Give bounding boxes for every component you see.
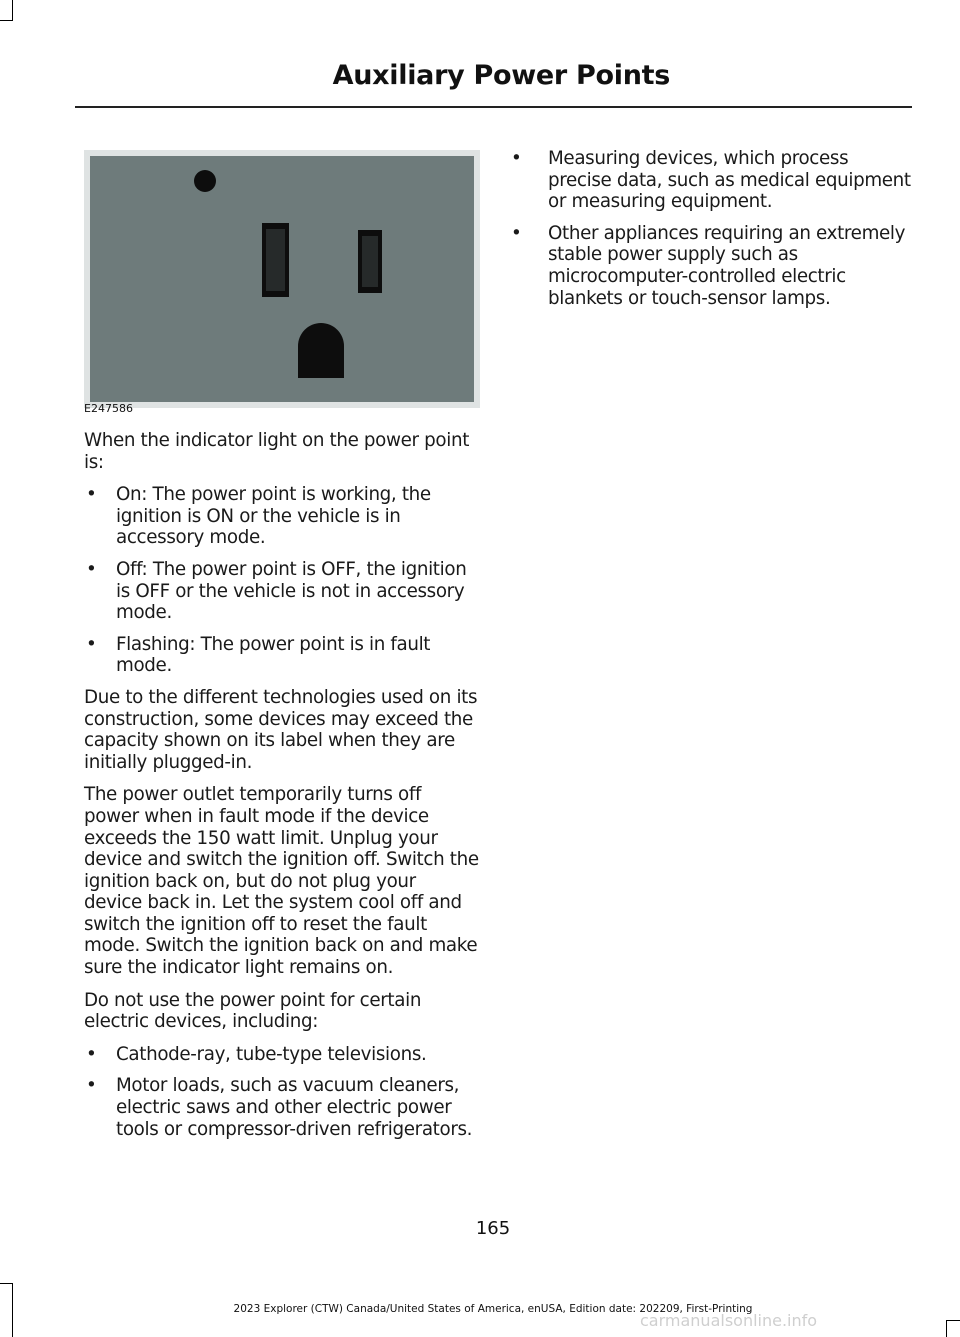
capacity-paragraph: Due to the different technologies used on its construction, some devices may exceed the capacity shown on its label when they are initially plugged-in. [84,686,478,773]
power-outlet-illustration [84,150,480,408]
bullet: • [511,148,522,169]
bullet: • [511,222,522,244]
crop-mark [0,1283,13,1284]
page-title: Auxiliary Power Points [332,60,670,91]
bullet: • [86,633,97,655]
indicator-intro: When the indicator light on the power point is: [84,430,470,473]
bullet: • [86,1075,97,1097]
crop-mark [946,1320,947,1337]
fault-mode-paragraph: The power outlet temporarily turns off power when in fault mode if the device exceeds the 150 watt limit. Unplug your device and switch the ignition off. Switch the ignition back on, but do not plug your device back in. Let the system cool off and switch the ignition off to reset the fault mode. Switch the ignition back on and make sure the indicator light remains on. [84,784,479,979]
list-item: • Flashing: The power point is in fault mode. [86,633,431,677]
figure-id: E247586 [84,402,133,415]
list-item: • Other appliances requiring an extremely stable power supply such as microcomputer-controlled electric blankets or touch-sensor lamps. [511,222,906,309]
bullet: • [86,484,97,506]
crop-mark [946,1320,960,1321]
watermark: carmanualsonline.info [640,1311,818,1330]
indicator-states-list [84,484,479,677]
restricted-devices-list-continued [509,148,911,309]
do-not-use-paragraph: Do not use the power point for certain electric devices, including: [84,989,422,1033]
page-number: 165 [475,1218,511,1239]
list-item: • Off: The power point is OFF, the ignition is OFF or the vehicle is not in accessory mode. [86,558,467,624]
outlet-slot-right-inner [362,236,378,287]
mounting-hole [194,170,216,192]
outlet-slot-left-inner [266,229,285,291]
list-item: • Cathode-ray, tube-type televisions. [86,1043,427,1065]
left-column [84,430,479,1150]
header-divider [75,106,912,108]
bullet: • [86,558,97,580]
list-item: • Motor loads, such as vacuum cleaners, electric saws and other electric power tools or compressor-driven refrigerators. [86,1075,473,1140]
list-item: • Measuring devices, which process precise data, such as medical equipment or measuring equipment. [511,148,911,213]
right-column [509,148,911,319]
outlet-image [84,150,480,408]
bullet: • [86,1043,97,1065]
restricted-devices-list [84,1044,479,1140]
footer-edition-info: 2023 Explorer (CTW) Canada/United States of America, enUSA, Edition date: 202209, First-Printing [233,1303,753,1315]
crop-mark [12,0,13,20]
outlet-ground-hole [298,323,344,378]
list-item: • On: The power point is working, the ignition is ON or the vehicle is in accessory mode. [86,484,431,549]
crop-mark [0,20,13,21]
